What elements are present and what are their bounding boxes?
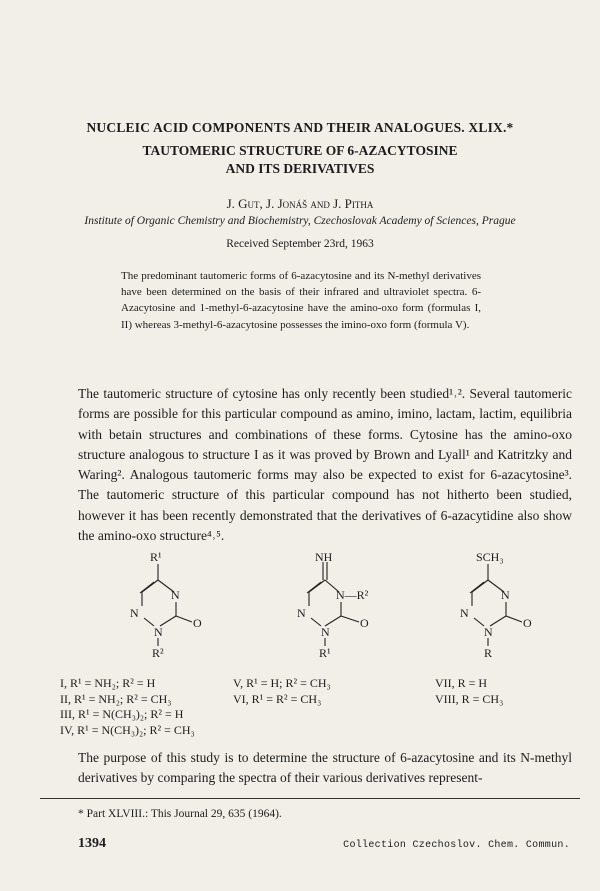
- structure-2-n1: N: [321, 625, 330, 639]
- article-title-line3: AND ITS DERIVATIVES: [225, 161, 375, 176]
- structure-2: [265, 546, 395, 666]
- structure-1-n1: N: [154, 625, 163, 639]
- structure-3-n1: N: [484, 625, 493, 639]
- article-title: [40, 142, 560, 178]
- body-paragraph-2: The purpose of this study is to determine the structure of 6-azacytosine and its N-methyl derivatives by comparing the spectra of their various derivatives represent-: [78, 750, 572, 786]
- structure-2-n3: N—R²: [336, 588, 369, 602]
- body-paragraph-1: The tautomeric structure of cytosine has only recently been studied¹˒². Several tautomeric forms are possible for this particular compound as amino, imino, lactam, lactim, equilibria with betain structures and combinations of these forms. Cytosine has the amino-oxo structure analogous to structure I as it was proved by Brown and Lyall¹ and Katritzky and Waring². Analogous tautomeric forms may also be expected to exist for 6-azacytosine³. The tautomeric structure of this particular compound has not hitherto been studied, however it has been recently demonstrated that the derivatives of 6-azacytidine also show the amino-oxo structure⁴˒⁵.: [78, 386, 572, 544]
- legend-line: V, R¹ = H; R² = CH₃: [233, 676, 331, 690]
- structure-legend-1: [60, 676, 195, 738]
- article-title-line2: TAUTOMERIC STRUCTURE OF 6-AZACYTOSINE: [142, 143, 458, 158]
- structure-1-top-label: R¹: [150, 550, 162, 564]
- footnote: * Part XLVIII.: This Journal 29, 635 (1964).: [78, 808, 282, 820]
- legend-line: VI, R¹ = R² = CH₃: [233, 691, 322, 706]
- journal-name: Collection Czechoslov. Chem. Commun.: [343, 840, 570, 851]
- structure-2-oxo: O: [360, 616, 369, 630]
- structure-3-n3: N: [501, 588, 510, 602]
- legend-line: I, R¹ = NH₂; R² = H: [60, 676, 156, 690]
- affiliation: Institute of Organic Chemistry and Biochemistry, Czechoslovak Academy of Sciences, Prague: [84, 215, 516, 227]
- abstract: The predominant tautomeric forms of 6-azacytosine and its N-methyl derivatives have been determined on the basis of their infrared and ultraviolet spectra. 6-Azacytosine and 1-methyl-6-azacytosine have the amino-oxo form (formulas I, II) whereas 3-methyl-6-azacytosine possesses the imino-oxo form (formula V).: [121, 270, 481, 331]
- structure-legend-3: [435, 676, 503, 707]
- legend-line: III, R¹ = N(CH₃)₂; R² = H: [60, 707, 184, 721]
- legend-line: VII, R = H: [435, 676, 488, 690]
- structure-3-bottom-label: R: [484, 646, 493, 660]
- structure-1-n6: N: [130, 606, 139, 620]
- legend-line: II, R¹ = NH₂; R² = CH₃: [60, 691, 172, 706]
- structure-1-n3: N: [171, 588, 180, 602]
- structure-2-bottom-label: R¹: [319, 646, 331, 660]
- structure-1-bonds: [100, 546, 230, 666]
- structure-legend-2: [233, 676, 331, 707]
- structure-3-n6: N: [460, 606, 469, 620]
- received-date: Received September 23rd, 1963: [226, 238, 374, 250]
- authors: J. Gut, J. Jonáš and J. Pitha: [226, 196, 374, 211]
- structure-2-top-label: NH: [315, 550, 333, 564]
- page-number: 1394: [78, 836, 106, 851]
- structure-3-oxo: O: [523, 616, 532, 630]
- structure-2-n6: N: [297, 606, 306, 620]
- structure-1-oxo: O: [193, 616, 202, 630]
- legend-line: VIII, R = CH₃: [435, 691, 504, 706]
- article-title-line1: NUCLEIC ACID COMPONENTS AND THEIR ANALOGUES. XLIX.*: [86, 120, 514, 135]
- structure-1-bottom-label: R²: [152, 646, 164, 660]
- structure-1: [100, 546, 230, 666]
- legend-line: IV, R¹ = N(CH₃)₂; R² = CH₃: [60, 722, 195, 737]
- footnote-divider: [40, 798, 580, 799]
- structure-3-top-label: SCH₃: [476, 550, 504, 564]
- structure-3: [430, 546, 560, 666]
